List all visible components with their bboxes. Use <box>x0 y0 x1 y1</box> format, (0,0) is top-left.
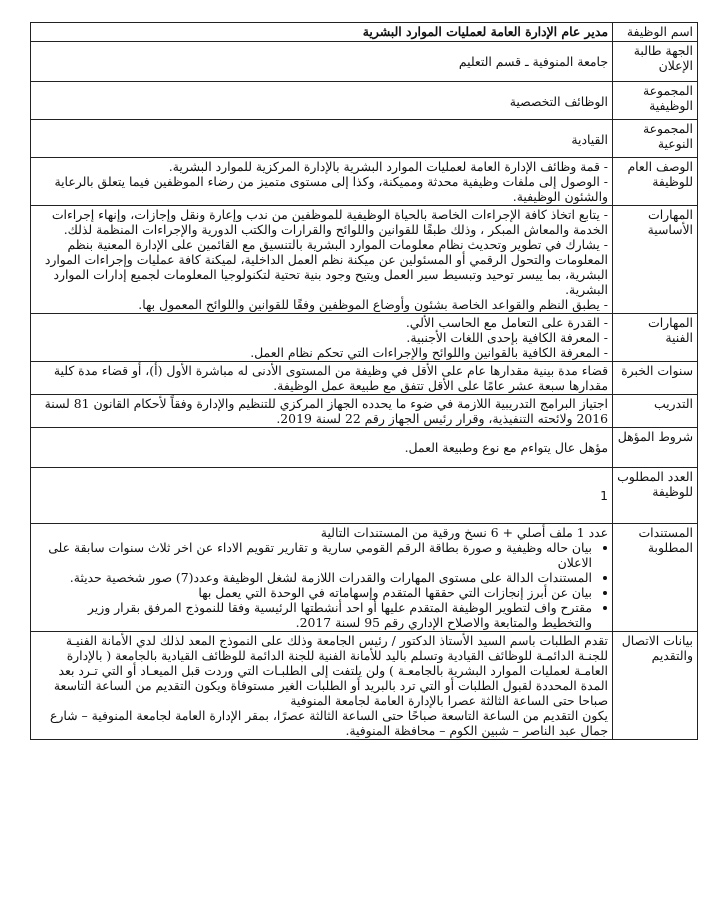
documents-list <box>35 540 608 630</box>
row-core-skills <box>31 206 698 314</box>
label-tech-skills: المهارات الفنية <box>613 314 698 362</box>
row-experience <box>31 362 698 395</box>
label-contact: بيانات الاتصال والتقديم <box>613 632 698 740</box>
row-tech-skills <box>31 314 698 362</box>
value-tech-skills <box>31 314 613 362</box>
label-job-category: المجموعة النوعية <box>613 120 698 158</box>
label-core-skills: المهارات الأساسية <box>613 206 698 314</box>
label-experience: سنوات الخبرة <box>613 362 698 395</box>
label-agency: الجهة طالبة الإعلان <box>613 42 698 82</box>
row-job-category <box>31 120 698 158</box>
label-documents: المستندات المطلوبة <box>613 524 698 632</box>
value-agency: جامعة المنوفية ـ قسم التعليم <box>31 42 613 82</box>
value-qualification: مؤهل عال يتواءم مع نوع وطبيعة العمل. <box>31 428 613 468</box>
documents-intro: عدد 1 ملف أصلي + 6 نسخ ورقية من المستندات التالية <box>320 525 608 540</box>
row-job-group <box>31 82 698 120</box>
row-qualification <box>31 428 698 468</box>
label-job-group: المجموعة الوظيفية <box>613 82 698 120</box>
row-agency <box>31 42 698 82</box>
tech-skill-item: - القدرة على التعامل مع الحاسب الألي. <box>405 315 608 330</box>
tech-skill-item: - المعرفة الكافية بالقوانين واللوائح والإجراءات التي تحكم نظام العمل. <box>250 345 608 360</box>
document-item: • مقترح واف لتطوير الوظيفة المتقدم عليها أو احد أنشطتها الرئيسية وفقا للنموذج المرفق بقرار وزير والتخطيط والمتابعة والاصلاح الإداري رقم 95 لسنة 2017. <box>35 600 592 630</box>
core-skill-item: - يتابع اتخاذ كافة الإجراءات الخاصة بالحياة الوظيفية للموظفين من ندب وإعارة ونقل وإجازات، وإنهاء إجراءات الخدمة والمعاش المبكر ، وذلك طبقًا للقوانين واللوائح والقرارات والكتب الدورية والإجراءات المنظمة لذلك. <box>51 207 608 237</box>
tech-skill-item: - المعرفة الكافية بإحدى اللغات الأجنبية. <box>406 330 608 345</box>
value-documents <box>31 524 613 632</box>
document-item: • المستندات الدالة على مستوى المهارات والقدرات اللازمة لشغل الوظيفة وعدد(7) صور شخصية حديثة. <box>35 570 592 585</box>
value-contact <box>31 632 613 740</box>
row-description <box>31 158 698 206</box>
contact-paragraph: يكون التقديم من الساعة التاسعة صباحًا حتى الساعة الثالثة عصرًا، بمقر الإدارة العامة لجامعة المنوفية – شارع جمال عبد الناصر – شبين الكوم – محافظة المنوفية. <box>50 708 608 738</box>
job-details-table <box>30 22 698 740</box>
value-experience: قضاء مدة بينية مقدارها عام على الأقل في وظيفة من المستوى الأدنى له مباشرة الأول (أ)، أو قضاء مدة كلية مقدارها سبعة عشر عامًا على الأقل تتفق مع طبيعة عمل الوظيفة. <box>31 362 613 395</box>
label-training: التدريب <box>613 395 698 428</box>
core-skill-item: - يطبق النظم والقواعد الخاصة بشئون وأوضاع الموظفين وفقًا للقوانين واللوائح المعمول بها. <box>138 297 608 312</box>
value-job-category: القيادية <box>31 120 613 158</box>
row-job-title <box>31 23 698 42</box>
job-announcement-page <box>30 22 698 740</box>
row-count <box>31 468 698 524</box>
core-skill-item: - يشارك في تطوير وتحديث نظام معلومات الموارد البشرية بالتنسيق مع القائمين على الإدارة المعنية بنظم المعلومات والتحول الرقمي أو المسئولين عن ميكنة نظم العمل الداخلية، لميكنة كافة عمليات وإجراءات الموارد البشرية، بما ييسر توحيد وتبسيط سير العمل ويتيح وجود بنية تحتية لتكنولوجيا المعلومات لجميع إدارات الموارد البشرية. <box>44 237 608 297</box>
value-training: اجتياز البرامج التدريبية اللازمة في ضوء ما يحدده الجهاز المركزي للتنظيم والإدارة وفقاً لأحكام القانون 81 لسنة 2016 ولائحته التنفيذية، وقرار رئيس الجهاز رقم 22 لسنة 2019. <box>31 395 613 428</box>
contact-paragraph: تقدم الطلبات باسم السيد الأستاذ الدكتور / رئيس الجامعة وذلك على النموذج المعد لذلك لدي الأمانة الفنيـة للجنـة الدائمـة للوظائف القيادية وتسلم باليد للأمانة الفنية للجنة الدائمة للوظائف القيادية بالجامعة ( بالإدارة العامـة لعمليات الموارد البشرية بالجامعـة ) ولن يلتفت إلى الطلبـات التي وردت قبل الميعـاد أو التي تـرد بعد المدة المحددة لقبول الطلبات أو التي ترد بالبريد أو الطلبات الغير مستوفاة ويكون التقديم من الساعة التاسعة صباحا حتى الساعة الثالثة عصرا بالإدارة العامة لجامعة المنوفية <box>53 633 608 708</box>
description-line: - قمة وظائف الإدارة العامة لعمليات الموارد البشرية بالإدارة المركزية للموارد البشرية. <box>168 159 608 174</box>
description-line: - الوصول إلى ملفات وظيفية محدثة ومميكنة، وكذا إلى مستوى متميز من رضاء الموظفين فيما يتعلق بالرعاية والشئون الوظيفية. <box>54 174 608 204</box>
document-item: • بيان عن أبرز إنجازات التي حققها المتقدم وإسهاماته في الوحدة التي يعمل بها <box>35 585 592 600</box>
row-training <box>31 395 698 428</box>
label-description: الوصف العام للوظيفة <box>613 158 698 206</box>
value-job-group: الوظائف التخصصية <box>31 82 613 120</box>
value-description <box>31 158 613 206</box>
document-item: • بيان حاله وظيفية و صورة بطاقة الرقم القومي سارية و تقارير تقويم الاداء عن اخر ثلاث سنوات سابقة على الاعلان <box>35 540 592 570</box>
row-contact <box>31 632 698 740</box>
value-job-title: مدير عام الإدارة العامة لعمليات الموارد البشرية <box>31 23 613 42</box>
value-core-skills <box>31 206 613 314</box>
label-count: العدد المطلوب للوظيفة <box>613 468 698 524</box>
label-qualification: شروط المؤهل <box>613 428 698 468</box>
row-documents <box>31 524 698 632</box>
label-job-title: اسم الوظيفة <box>613 23 698 42</box>
value-count: 1 <box>31 468 613 524</box>
